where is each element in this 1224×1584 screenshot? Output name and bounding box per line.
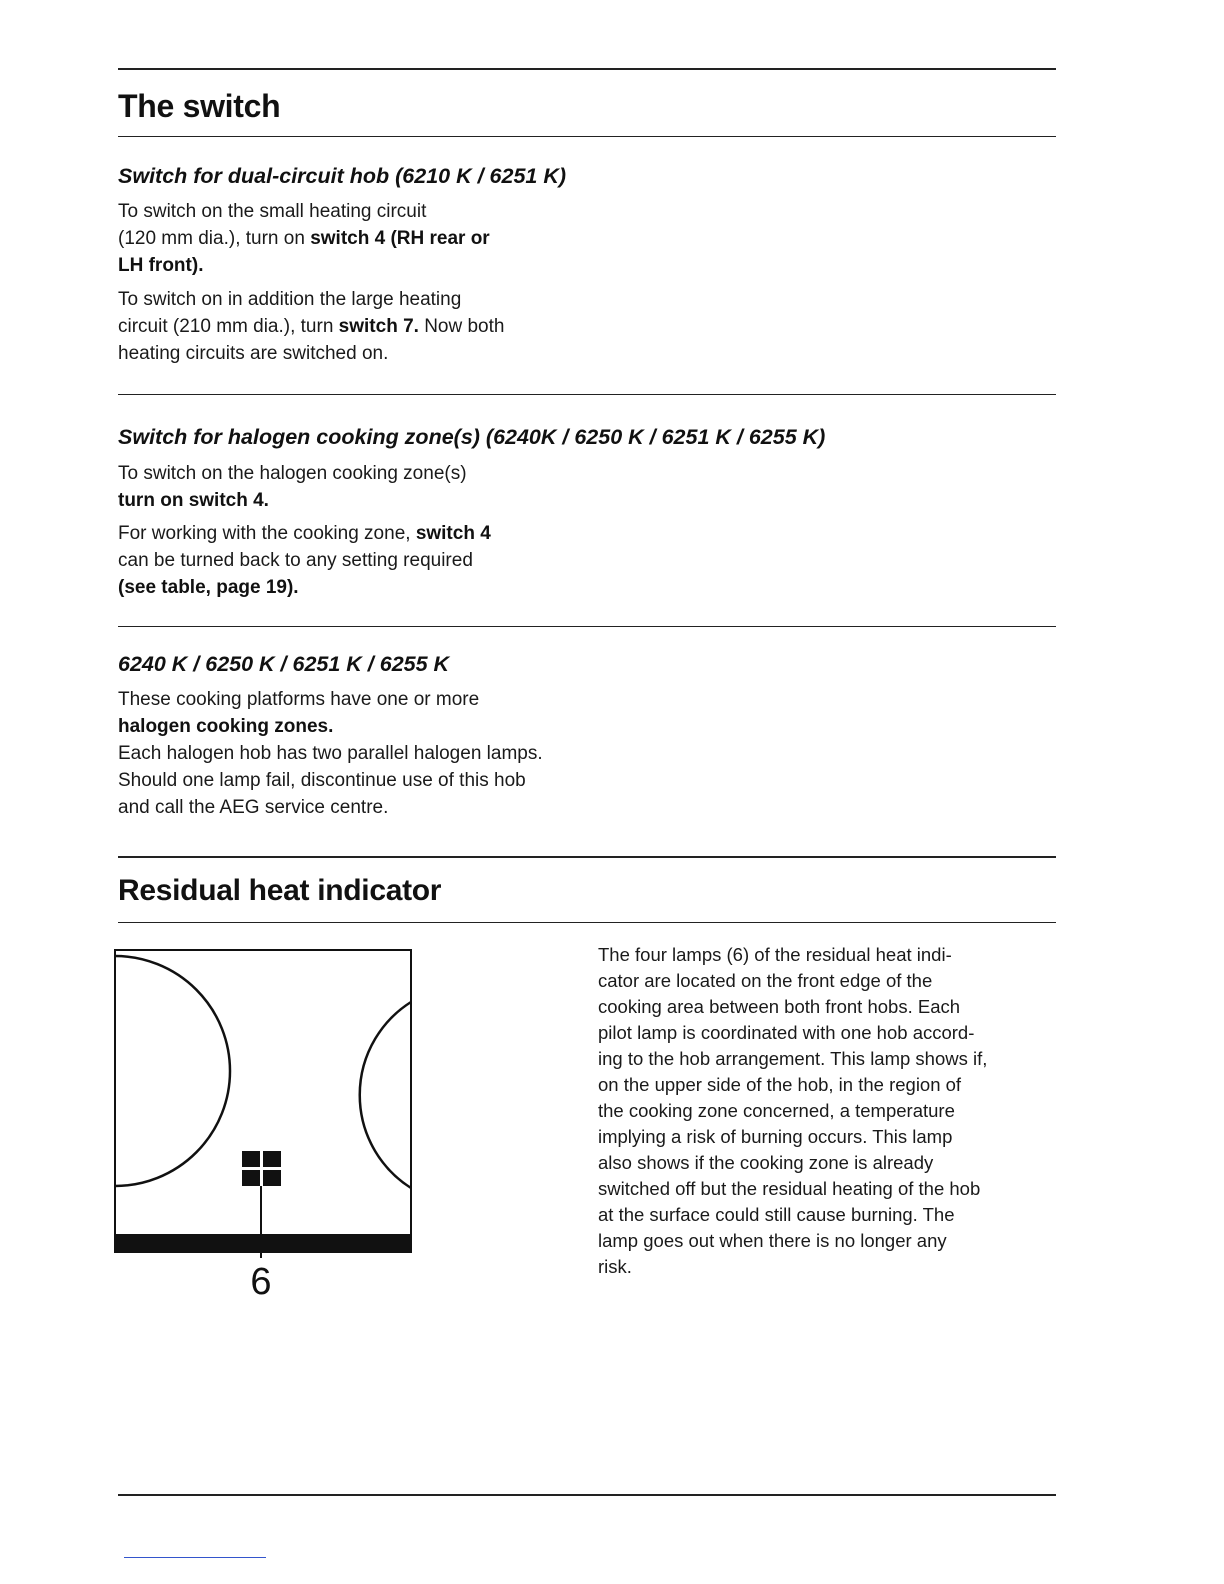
text-line: also shows if the cooking zone is already (598, 1152, 934, 1173)
dual-circuit-paragraph-1 (118, 198, 490, 279)
indicator-lamps-icon (242, 1151, 281, 1186)
text-line (118, 252, 490, 279)
bold-run: switch 4 (415, 523, 491, 544)
top-rule (118, 68, 1056, 70)
bold-run: turn on switch 4. (118, 490, 269, 511)
text-line: risk. (598, 1256, 632, 1277)
text-line (118, 225, 490, 252)
divider (118, 394, 1056, 395)
footnote-line (124, 1557, 266, 1558)
text-line: Each halogen hob has two parallel halogen lamps. (118, 743, 543, 764)
text-line: cator are located on the front edge of the (598, 970, 933, 991)
text-line: can be turned back to any setting required (118, 550, 473, 571)
models-paragraph (118, 686, 543, 821)
text-line: on the upper side of the hob, in the region of (598, 1074, 962, 1095)
text-run: circuit (210 mm dia.), turn (118, 316, 339, 337)
bold-run: switch 7. (338, 316, 419, 337)
bold-run: LH front). (118, 255, 204, 276)
text-line: switched off but the residual heating of the hob (598, 1178, 981, 1199)
section-rule (118, 856, 1056, 858)
text-line: ing to the hob arrangement. This lamp shows if, (598, 1048, 988, 1069)
title-underline (118, 922, 1056, 923)
text-line: The four lamps (6) of the residual heat indi- (598, 944, 952, 965)
right-cooking-zone (360, 1002, 411, 1188)
halogen-switch-paragraph-1 (118, 460, 467, 514)
subheading-dual-circuit: Switch for dual-circuit hob (6210 K / 6251 K) (118, 164, 567, 188)
bold-run: switch 4 (RH rear or (310, 228, 490, 249)
text-line: and call the AEG service centre. (118, 797, 389, 818)
text-line: These cooking platforms have one or more (118, 689, 480, 710)
bottom-rule (118, 1494, 1056, 1496)
text-line: the cooking zone concerned, a temperature (598, 1100, 955, 1121)
text-line: Should one lamp fail, discontinue use of this hob (118, 770, 526, 791)
text-line (118, 520, 491, 547)
text-line: at the surface could still cause burning. The (598, 1204, 955, 1225)
front-edge-bar (115, 1234, 411, 1252)
subheading-halogen-switch: Switch for halogen cooking zone(s) (6240K / 6250 K / 6251 K / 6255 K) (118, 425, 826, 449)
text-line (118, 574, 491, 601)
section-title-residual-heat: Residual heat indicator (118, 874, 442, 907)
text-run: Now both (418, 316, 505, 337)
text-line: To switch on the halogen cooking zone(s) (118, 463, 467, 484)
text-line (118, 713, 543, 740)
residual-heat-description (598, 942, 987, 1280)
text-line: To switch on in addition the large heating (118, 289, 462, 310)
divider (118, 626, 1056, 627)
text-line: lamp goes out when there is no longer any (598, 1230, 947, 1251)
callout-label: 6 (250, 1261, 272, 1303)
text-line: heating circuits are switched on. (118, 343, 389, 364)
text-line: cooking area between both front hobs. Each (598, 996, 961, 1017)
left-cooking-zone (115, 956, 230, 1186)
text-line (118, 487, 467, 514)
dual-circuit-paragraph-2 (118, 286, 504, 367)
title-underline (118, 136, 1056, 137)
halogen-switch-paragraph-2 (118, 520, 491, 601)
text-line: pilot lamp is coordinated with one hob accord- (598, 1022, 975, 1043)
text-run: For working with the cooking zone, (118, 523, 416, 544)
text-line (118, 313, 504, 340)
text-line: To switch on the small heating circuit (118, 201, 427, 222)
bold-run: halogen cooking zones. (118, 716, 334, 737)
subheading-models: 6240 K / 6250 K / 6251 K / 6255 K (118, 652, 450, 676)
residual-heat-diagram (112, 946, 422, 1306)
text-run: (120 mm dia.), turn on (118, 228, 311, 249)
text-line: implying a risk of burning occurs. This lamp (598, 1126, 953, 1147)
bold-run: (see table, page 19). (118, 577, 299, 598)
section-title-switch: The switch (118, 88, 281, 124)
hob-outline (115, 950, 411, 1252)
